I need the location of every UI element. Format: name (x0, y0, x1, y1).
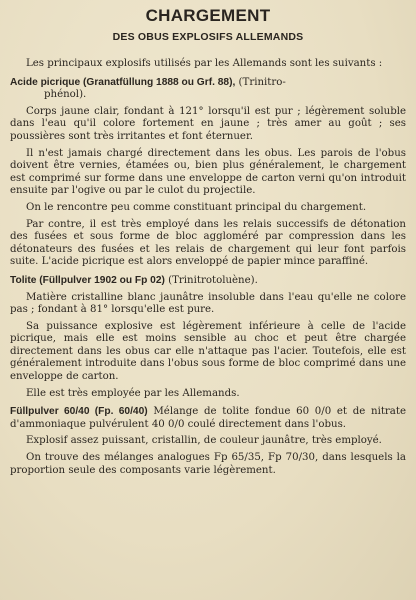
acide-heading: Acide picrique (Granatfüllung 1888 ou Grf. 88), (10, 76, 236, 88)
acide-heading-rest: (Trinitro- (235, 76, 286, 88)
tolite-heading: Tolite (Füllpulver 1902 ou Fp 02) (10, 274, 165, 286)
acide-paragraph-2: Il n'est jamais chargé directement dans les obus. Les parois de l'obus doivent être vernies, étamées ou, bien plus généralement, le chargement est comprimé sur forme dans une enveloppe de carton verni qu'on introduit ensuite par l'ogive ou par le culot du projectile. (10, 147, 406, 197)
acide-heading-cont: phénol). (44, 89, 87, 101)
tolite-paragraph-2: Sa puissance explosive est légèrement inférieure à celle de l'acide picrique, mais elle est moins sensible au choc et peut être chargée directement dans les obus car elle n'attaque pas l'acier. Toutefois, elle est généralement introduite dans l'obus sous forme de bloc comprimé dans une enveloppe de carton. (10, 320, 406, 383)
section-heading-acide (10, 77, 406, 90)
page-title: CHARGEMENT (145, 6, 271, 25)
tolite-paragraph-1: Matière cristalline blanc jaunâtre insoluble dans l'eau qu'elle ne colore pas ; fondant à 81° lorsqu'elle est pure. (10, 291, 406, 316)
fullpulver-paragraph-2: On trouve des mélanges analogues Fp 65/35, Fp 70/30, dans lesquels la proportion seule des composants varie légèrement. (10, 452, 406, 476)
section-heading-fullpulver (10, 406, 406, 431)
document-body (10, 58, 406, 477)
tolite-heading-rest: (Trinitrotoluène). (164, 274, 258, 286)
acide-paragraph-3: On le rencontre peu comme constituant principal du chargement. (26, 201, 367, 213)
intro-paragraph: Les principaux explosifs utilisés par les Allemands sont les suivants : (26, 58, 383, 69)
fullpulver-heading: Füllpulver 60/40 (Fp. 60/40) (10, 406, 148, 418)
acide-paragraph-1: Corps jaune clair, fondant à 121° lorsqu'il est pur ; légèrement soluble dans l'eau qu'il colore fortement en jaune ; très amer au goût ; ses poussières sont très irritantes et font éternuer. (10, 105, 406, 142)
fullpulver-paragraph-1: Explosif assez puissant, cristallin, de couleur jaunâtre, très employé. (26, 435, 382, 447)
acide-paragraph-4: Par contre, il est très employé dans les relais successifs de détonation des fusées et sous forme de bloc aggloméré par compression dans les détonateurs des fusées et les relais de chargement qui leur font parfois suite. L'acide picrique est alors enveloppé de papier mince paraffiné. (10, 218, 406, 268)
tolite-paragraph-3: Elle est très employée par les Allemands. (26, 387, 240, 399)
fullpulver-heading-rest: Mélange de tolite fondue 60 0/0 et de nitrate d'ammoniaque pulvérulent 40 0/0 coulé directement dans l'obus. (10, 406, 406, 430)
page-subtitle: DES OBUS EXPLOSIFS ALLEMANDS (112, 31, 304, 43)
section-heading-tolite (10, 275, 406, 288)
